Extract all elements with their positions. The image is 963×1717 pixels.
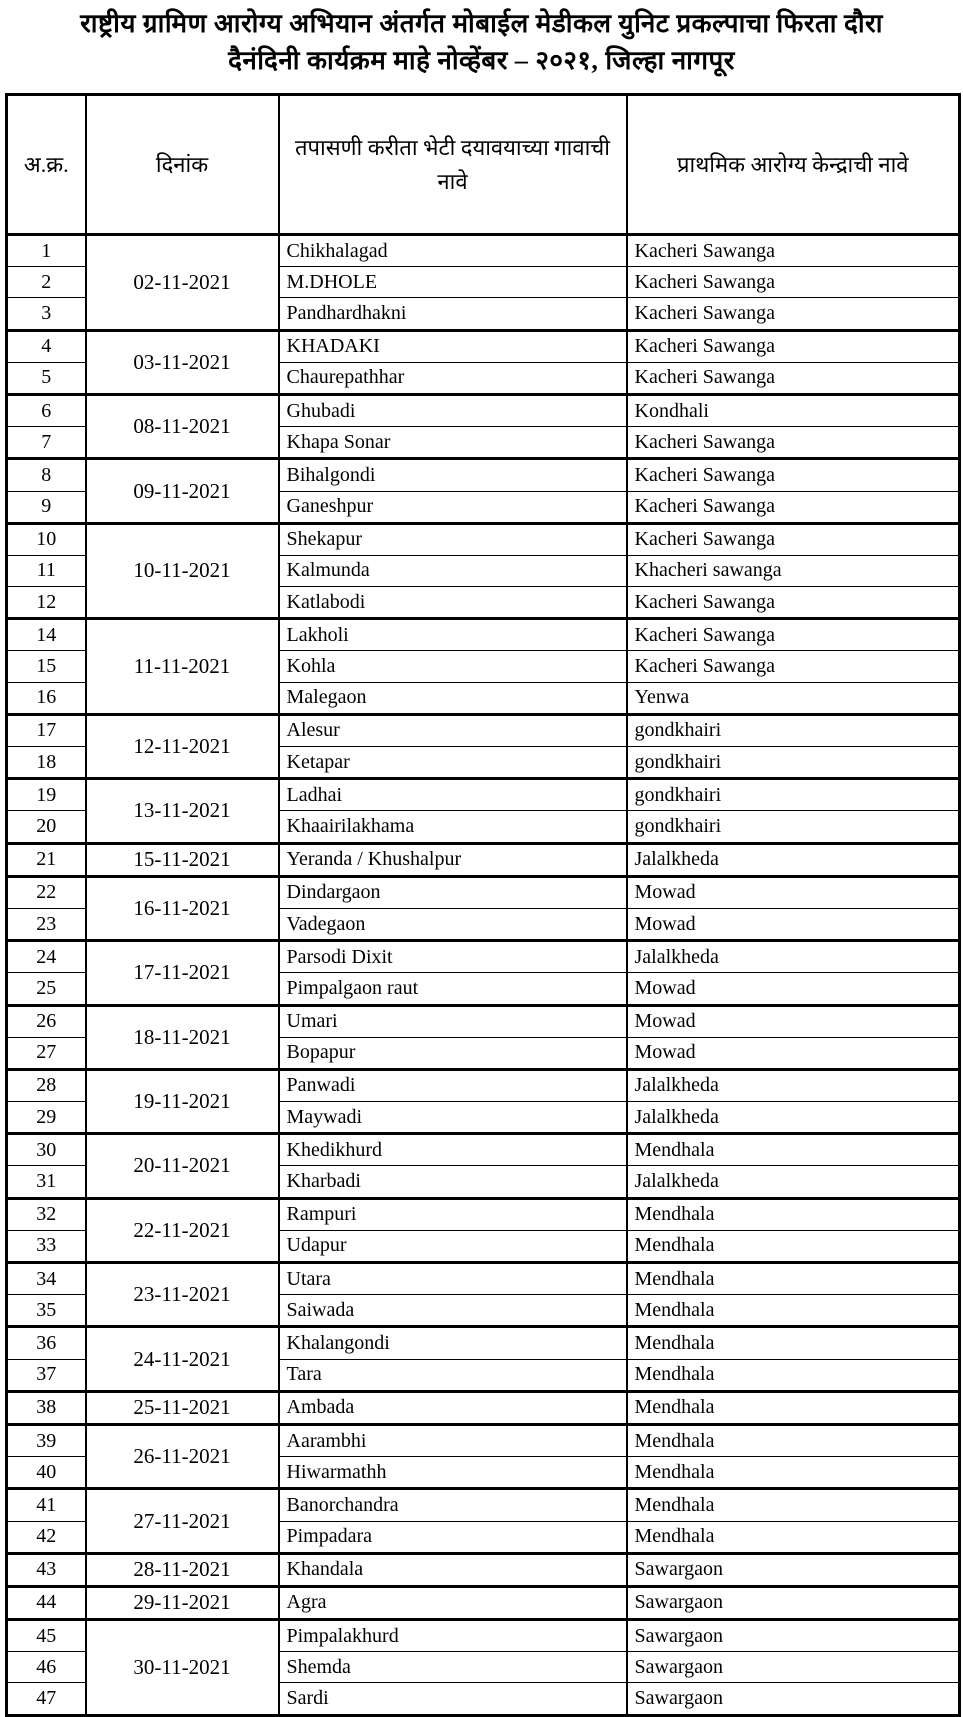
col-header-village: तपासणी करीता भेटी दयावयाच्या गावाची नावे [279,95,627,235]
phc-cell: Jalalkheda [627,1102,960,1134]
phc-cell: Mendhala [627,1230,960,1262]
village-cell: Alesur [279,714,627,746]
phc-cell: Kacheri Sawanga [627,267,960,298]
village-cell: Khaairilakhama [279,811,627,843]
serial-cell: 27 [7,1037,86,1069]
village-cell: Khapa Sonar [279,427,627,459]
serial-cell: 2 [7,267,86,298]
village-cell: Panwadi [279,1069,627,1101]
village-cell: Ketapar [279,747,627,779]
page-title-line1: राष्ट्रीय ग्रामिण आरोग्य अभियान अंतर्गत मोबाईल मेडीकल युनिट प्रकल्पाचा फिरता दौरा [80,9,883,38]
table-row [7,1424,960,1456]
serial-cell: 37 [7,1359,86,1391]
serial-cell: 18 [7,747,86,779]
village-cell: Saiwada [279,1295,627,1327]
serial-cell: 40 [7,1457,86,1489]
schedule-table [5,93,961,1717]
phc-cell: Mendhala [627,1295,960,1327]
table-row [7,941,960,973]
serial-cell: 47 [7,1683,86,1715]
phc-cell: Kacheri Sawanga [627,587,960,619]
phc-cell: gondkhairi [627,714,960,746]
table-row [7,459,960,491]
village-cell: Vadegaon [279,908,627,940]
phc-cell: Kacheri Sawanga [627,362,960,394]
serial-cell: 11 [7,555,86,586]
date-cell: 23-11-2021 [86,1263,279,1327]
serial-cell: 12 [7,587,86,619]
phc-cell: Mendhala [627,1359,960,1391]
date-cell: 27-11-2021 [86,1489,279,1553]
serial-cell: 5 [7,362,86,394]
village-cell: Pimpalakhurd [279,1620,627,1652]
village-cell: Kohla [279,651,627,682]
serial-cell: 46 [7,1652,86,1683]
village-cell: Ganeshpur [279,491,627,523]
table-row [7,1069,960,1101]
phc-cell: Kacheri Sawanga [627,651,960,682]
table-row [7,523,960,555]
table-row [7,714,960,746]
table-row [7,1391,960,1424]
phc-cell: Kacheri Sawanga [627,619,960,651]
village-cell: Pimpalgaon raut [279,973,627,1005]
table-row [7,1489,960,1521]
serial-cell: 30 [7,1134,86,1166]
col-header-phc: प्राथमिक आरोग्य केन्द्राची नावे [627,95,960,235]
village-cell: Umari [279,1005,627,1037]
date-cell: 20-11-2021 [86,1134,279,1198]
date-cell: 24-11-2021 [86,1327,279,1391]
table-row [7,1134,960,1166]
serial-cell: 7 [7,427,86,459]
village-cell: Tara [279,1359,627,1391]
table-header-row [7,95,960,235]
village-cell: Chikhalagad [279,235,627,267]
serial-cell: 21 [7,843,86,876]
serial-cell: 15 [7,651,86,682]
date-cell: 28-11-2021 [86,1553,279,1586]
serial-cell: 34 [7,1263,86,1295]
phc-cell: Kacheri Sawanga [627,298,960,330]
serial-cell: 38 [7,1391,86,1424]
col-header-serial: अ.क्र. [7,95,86,235]
date-cell: 19-11-2021 [86,1069,279,1133]
phc-cell: Mendhala [627,1327,960,1359]
table-row [7,394,960,426]
serial-cell: 35 [7,1295,86,1327]
serial-cell: 33 [7,1230,86,1262]
village-cell: Hiwarmathh [279,1457,627,1489]
date-cell: 25-11-2021 [86,1391,279,1424]
serial-cell: 29 [7,1102,86,1134]
serial-cell: 42 [7,1521,86,1553]
village-cell: Ghubadi [279,394,627,426]
phc-cell: Mendhala [627,1134,960,1166]
serial-cell: 31 [7,1166,86,1198]
phc-cell: Sawargaon [627,1683,960,1715]
phc-cell: Khacheri sawanga [627,555,960,586]
phc-cell: Mendhala [627,1457,960,1489]
table-row [7,1263,960,1295]
serial-cell: 4 [7,330,86,362]
village-cell: Pimpadara [279,1521,627,1553]
date-cell: 02-11-2021 [86,235,279,331]
village-cell: Ambada [279,1391,627,1424]
serial-cell: 14 [7,619,86,651]
date-cell: 26-11-2021 [86,1424,279,1488]
phc-cell: Yenwa [627,682,960,714]
table-row [7,843,960,876]
phc-cell: Sawargaon [627,1553,960,1586]
date-cell: 15-11-2021 [86,843,279,876]
phc-cell: Sawargaon [627,1586,960,1619]
village-cell: Rampuri [279,1198,627,1230]
phc-cell: Jalalkheda [627,843,960,876]
village-cell: Katlabodi [279,587,627,619]
phc-cell: Sawargaon [627,1620,960,1652]
serial-cell: 25 [7,973,86,1005]
phc-cell: Mowad [627,908,960,940]
date-cell: 17-11-2021 [86,941,279,1005]
serial-cell: 16 [7,682,86,714]
village-cell: Lakholi [279,619,627,651]
phc-cell: Kacheri Sawanga [627,330,960,362]
phc-cell: Sawargaon [627,1652,960,1683]
date-cell: 03-11-2021 [86,330,279,394]
serial-cell: 17 [7,714,86,746]
phc-cell: Kacheri Sawanga [627,491,960,523]
phc-cell: Mendhala [627,1391,960,1424]
phc-cell: Mendhala [627,1424,960,1456]
table-row [7,1198,960,1230]
phc-cell: Kacheri Sawanga [627,459,960,491]
phc-cell: Jalalkheda [627,1166,960,1198]
village-cell: Maywadi [279,1102,627,1134]
village-cell: Sardi [279,1683,627,1715]
date-cell: 30-11-2021 [86,1620,279,1716]
village-cell: Khalangondi [279,1327,627,1359]
village-cell: Agra [279,1586,627,1619]
serial-cell: 41 [7,1489,86,1521]
phc-cell: Mendhala [627,1263,960,1295]
village-cell: Kalmunda [279,555,627,586]
page-title [0,0,963,79]
phc-cell: Mowad [627,973,960,1005]
table-row [7,1005,960,1037]
village-cell: Malegaon [279,682,627,714]
serial-cell: 3 [7,298,86,330]
col-header-date: दिनांक [86,95,279,235]
village-cell: Parsodi Dixit [279,941,627,973]
village-cell: M.DHOLE [279,267,627,298]
date-cell: 18-11-2021 [86,1005,279,1069]
phc-cell: Mowad [627,1005,960,1037]
village-cell: Pandhardhakni [279,298,627,330]
table-row [7,779,960,811]
serial-cell: 8 [7,459,86,491]
serial-cell: 44 [7,1586,86,1619]
serial-cell: 9 [7,491,86,523]
table-row [7,330,960,362]
table-row [7,235,960,267]
village-cell: Bihalgondi [279,459,627,491]
village-cell: Khedikhurd [279,1134,627,1166]
serial-cell: 26 [7,1005,86,1037]
village-cell: Kharbadi [279,1166,627,1198]
phc-cell: Jalalkheda [627,1069,960,1101]
phc-cell: Jalalkheda [627,941,960,973]
village-cell: Khandala [279,1553,627,1586]
phc-cell: gondkhairi [627,747,960,779]
phc-cell: Mendhala [627,1489,960,1521]
phc-cell: Kacheri Sawanga [627,523,960,555]
table-row [7,876,960,908]
village-cell: Ladhai [279,779,627,811]
village-cell: KHADAKI [279,330,627,362]
phc-cell: Kacheri Sawanga [627,427,960,459]
serial-cell: 39 [7,1424,86,1456]
serial-cell: 1 [7,235,86,267]
date-cell: 11-11-2021 [86,619,279,715]
table-row [7,619,960,651]
village-cell: Aarambhi [279,1424,627,1456]
phc-cell: gondkhairi [627,811,960,843]
serial-cell: 24 [7,941,86,973]
phc-cell: Mendhala [627,1198,960,1230]
date-cell: 13-11-2021 [86,779,279,843]
date-cell: 10-11-2021 [86,523,279,619]
serial-cell: 22 [7,876,86,908]
village-cell: Utara [279,1263,627,1295]
date-cell: 22-11-2021 [86,1198,279,1262]
phc-cell: Kacheri Sawanga [627,235,960,267]
date-cell: 09-11-2021 [86,459,279,523]
village-cell: Udapur [279,1230,627,1262]
serial-cell: 28 [7,1069,86,1101]
serial-cell: 19 [7,779,86,811]
serial-cell: 20 [7,811,86,843]
serial-cell: 6 [7,394,86,426]
date-cell: 29-11-2021 [86,1586,279,1619]
date-cell: 08-11-2021 [86,394,279,458]
table-row [7,1553,960,1586]
serial-cell: 43 [7,1553,86,1586]
table-row [7,1620,960,1652]
serial-cell: 36 [7,1327,86,1359]
serial-cell: 23 [7,908,86,940]
village-cell: Yeranda / Khushalpur [279,843,627,876]
date-cell: 12-11-2021 [86,714,279,778]
village-cell: Chaurepathhar [279,362,627,394]
phc-cell: gondkhairi [627,779,960,811]
phc-cell: Mendhala [627,1521,960,1553]
village-cell: Dindargaon [279,876,627,908]
page-title-line2: दैनंदिनी कार्यक्रम माहे नोव्हेंबर – २०२१, जिल्हा नागपूर [228,46,735,75]
village-cell: Bopapur [279,1037,627,1069]
village-cell: Shemda [279,1652,627,1683]
phc-cell: Mowad [627,1037,960,1069]
serial-cell: 32 [7,1198,86,1230]
phc-cell: Kondhali [627,394,960,426]
table-row [7,1586,960,1619]
village-cell: Shekapur [279,523,627,555]
date-cell: 16-11-2021 [86,876,279,940]
phc-cell: Mowad [627,876,960,908]
schedule-table-body [7,235,960,1716]
serial-cell: 10 [7,523,86,555]
serial-cell: 45 [7,1620,86,1652]
table-row [7,1327,960,1359]
village-cell: Banorchandra [279,1489,627,1521]
